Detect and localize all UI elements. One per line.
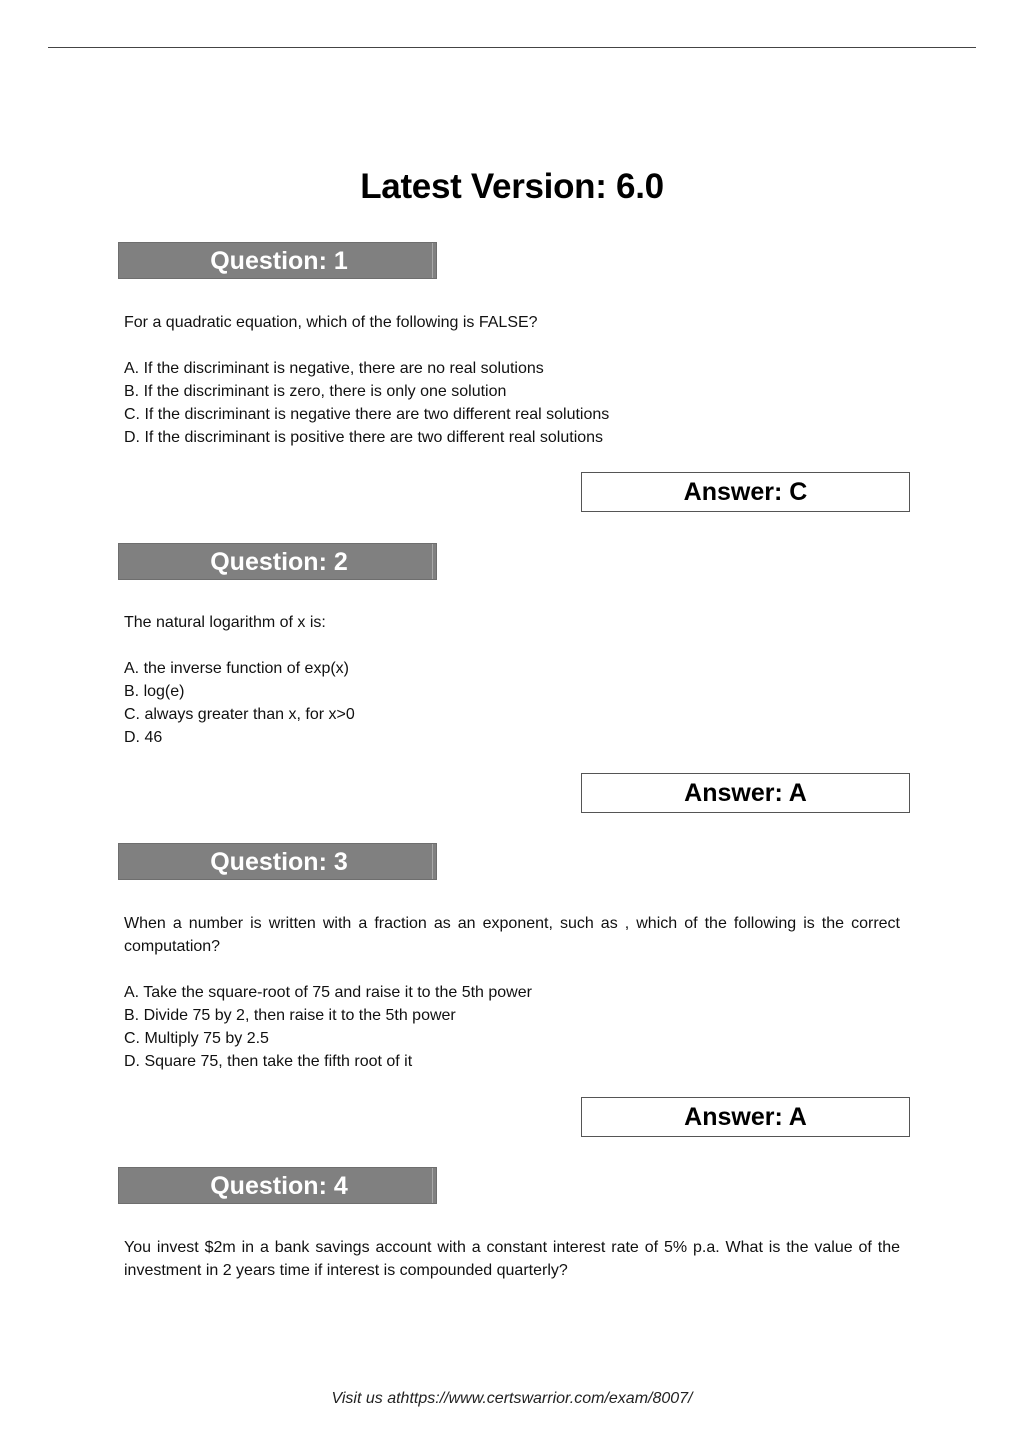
question-1-header xyxy=(118,242,437,279)
header-divider xyxy=(432,544,433,579)
question-2-text: The natural logarithm of x is: xyxy=(124,614,326,631)
option-b: B. Divide 75 by 2, then raise it to the 5th power xyxy=(124,1007,456,1024)
question-3-header xyxy=(118,843,437,880)
option-d: D. Square 75, then take the fifth root of it xyxy=(124,1053,413,1070)
question-1-label: Question: 1 xyxy=(210,247,348,275)
option-b: B. log(e) xyxy=(124,683,185,700)
question-4-header xyxy=(118,1167,437,1204)
question-3-body xyxy=(124,912,900,1073)
question-3-text: When a number is written with a fraction as an exponent, such as , which of the following is the correct computation? xyxy=(124,915,900,955)
page-title: Latest Version: 6.0 xyxy=(360,167,664,206)
question-4-body xyxy=(124,1236,900,1282)
question-3-options xyxy=(124,981,900,1073)
option-c: C. always greater than x, for x>0 xyxy=(124,706,355,723)
option-c: C. If the discriminant is negative there are two different real solutions xyxy=(124,406,610,423)
question-4-text: You invest $2m in a bank savings account with a constant interest rate of 5% p.a. What is the value of the investment in 2 years time if interest is compounded quarterly? xyxy=(124,1239,900,1279)
question-1-answer: Answer: C xyxy=(581,472,910,512)
option-d: D. 46 xyxy=(124,729,163,746)
question-1-body xyxy=(124,311,900,449)
question-2-label: Question: 2 xyxy=(210,548,348,576)
question-3-label: Question: 3 xyxy=(210,848,348,876)
option-c: C. Multiply 75 by 2.5 xyxy=(124,1030,269,1047)
question-1-options xyxy=(124,357,900,449)
header-divider xyxy=(432,844,433,879)
header-divider xyxy=(432,243,433,278)
option-a: A. Take the square-root of 75 and raise it to the 5th power xyxy=(124,984,532,1001)
question-2-header xyxy=(118,543,437,580)
option-a: A. If the discriminant is negative, there are no real solutions xyxy=(124,360,544,377)
question-2-answer: Answer: A xyxy=(581,773,910,813)
question-2-options xyxy=(124,657,900,749)
footer-link-text: Visit us athttps://www.certswarrior.com/exam/8007/ xyxy=(331,1390,693,1407)
question-2-body xyxy=(124,611,900,749)
header-divider xyxy=(432,1168,433,1203)
question-4-label: Question: 4 xyxy=(210,1172,348,1200)
question-3-answer: Answer: A xyxy=(581,1097,910,1137)
option-a: A. the inverse function of exp(x) xyxy=(124,660,349,677)
option-d: D. If the discriminant is positive there are two different real solutions xyxy=(124,429,604,446)
header-rule xyxy=(48,47,976,48)
question-1-text: For a quadratic equation, which of the following is FALSE? xyxy=(124,314,538,331)
option-b: B. If the discriminant is zero, there is only one solution xyxy=(124,383,507,400)
